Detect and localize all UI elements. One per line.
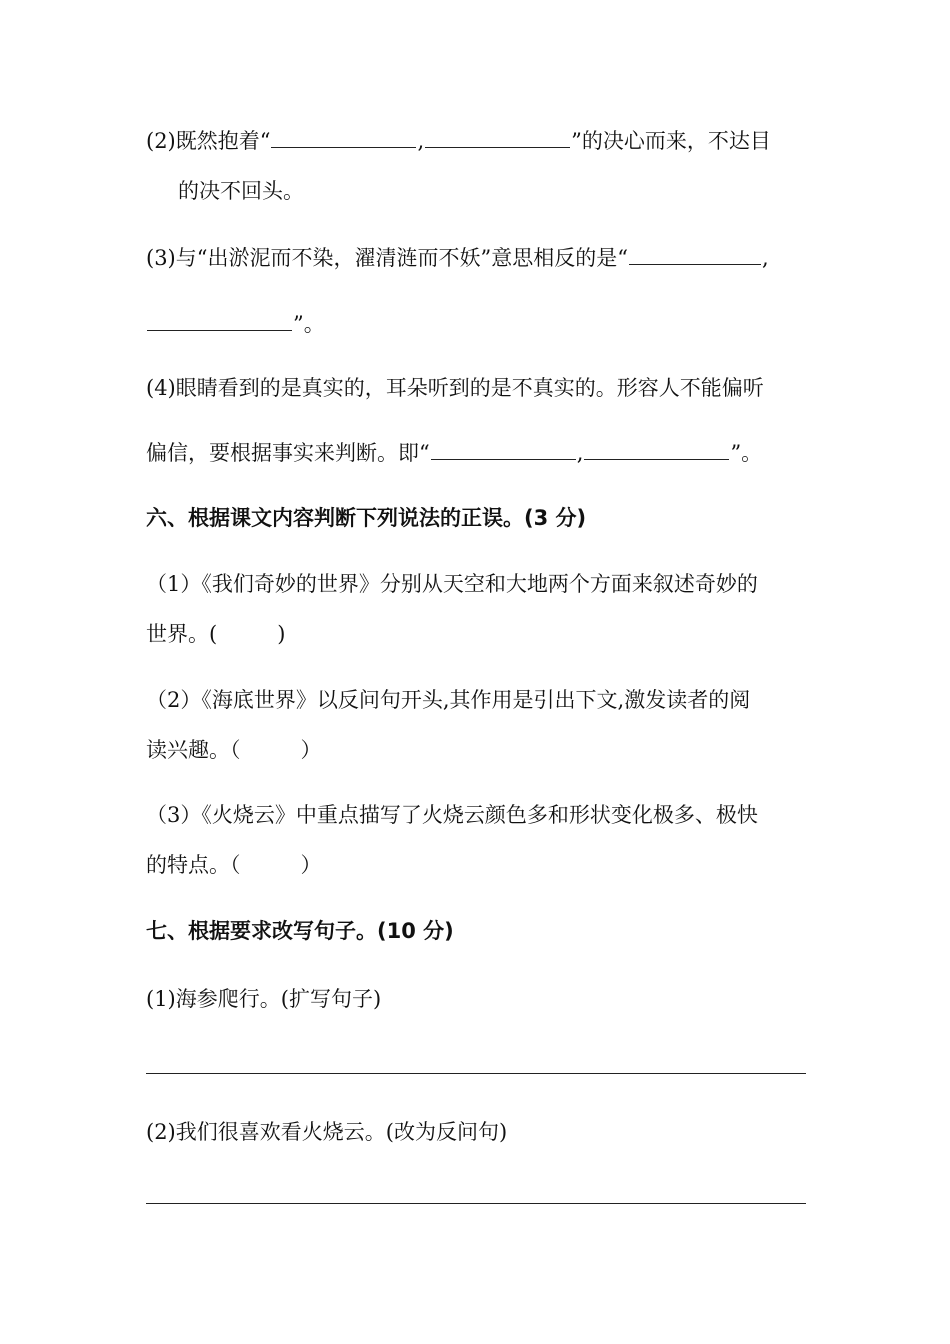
q5-2-line2: 的决不回头。 [178, 179, 304, 203]
q5-4-line2 [146, 438, 762, 468]
q5-3-line1 [146, 243, 769, 273]
q5-3-line2 [146, 309, 325, 339]
answer-line[interactable] [146, 1073, 806, 1074]
q5-4-end: ”。 [730, 441, 763, 465]
q6-2-line2: 读兴趣。（ ） [146, 738, 322, 762]
answer-line[interactable] [146, 1203, 806, 1204]
q7-2-text: (2)我们很喜欢看火烧云。(改为反问句) [146, 1120, 508, 1144]
answer-blank[interactable] [584, 439, 729, 460]
q5-3-comma: , [761, 246, 769, 270]
q6-2-line1: （2）《海底世界》以反问句开头,其作用是引出下文,激发读者的阅 [146, 688, 751, 712]
q6-3-line2: 的特点。（ ） [146, 853, 322, 877]
q6-1-line1: （1）《我们奇妙的世界》分别从天空和大地两个方面来叙述奇妙的 [146, 572, 758, 596]
section6-title: 六、根据课文内容判断下列说法的正误。(3 分) [146, 506, 587, 530]
q5-3-end: ”。 [293, 312, 325, 336]
answer-blank[interactable] [431, 439, 576, 460]
q6-1-line2: 世界。( ) [146, 622, 286, 646]
q7-1-text: (1)海参爬行。(扩写句子) [146, 987, 382, 1011]
q5-2-prefix: (2)既然抱着“ [146, 129, 271, 153]
q5-2-comma: , [417, 129, 425, 153]
q5-4-prefix: 偏信，要根据事实来判断。即“ [146, 441, 430, 465]
section7-title: 七、根据要求改写句子。(10 分) [146, 919, 454, 943]
q5-4-line1: (4)眼睛看到的是真实的，耳朵听到的是不真实的。形容人不能偏听 [146, 376, 764, 400]
q5-4-comma: , [576, 441, 584, 465]
answer-blank[interactable] [425, 127, 570, 148]
answer-blank[interactable] [629, 244, 761, 265]
answer-blank[interactable] [147, 310, 292, 331]
q5-2-line1 [146, 126, 771, 156]
answer-blank[interactable] [271, 127, 416, 148]
q5-3-prefix: (3)与“出淤泥而不染，濯清涟而不妖”意思相反的是“ [146, 246, 628, 270]
q5-2-suffix: ”的决心而来，不达目 [571, 129, 771, 153]
q6-3-line1: （3）《火烧云》中重点描写了火烧云颜色多和形状变化极多、极快 [146, 803, 758, 827]
